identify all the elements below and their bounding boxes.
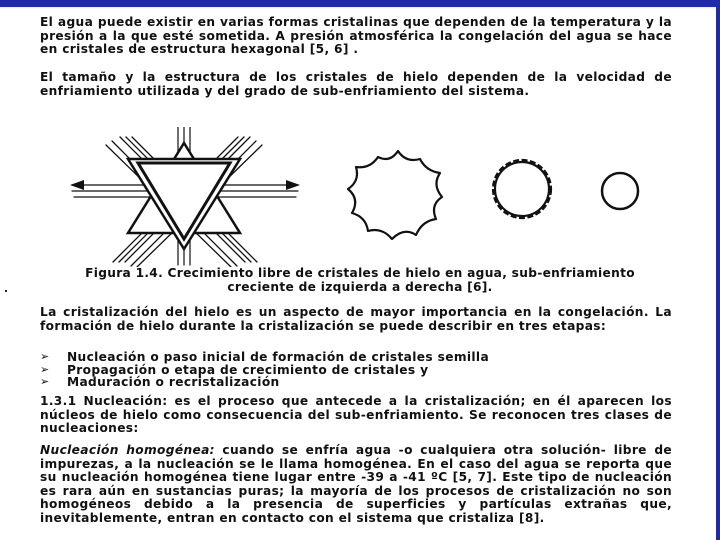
ice-crystal-figure <box>60 127 660 267</box>
list-item-text: Propagación o etapa de crecimiento de cristales y <box>67 362 429 377</box>
list-item-text: Maduración o recristalización <box>67 375 280 389</box>
homogeneous-nucleation-body: cuando se enfría agua -o cualquiera otra solución- libre de impurezas, a la nucleación se le llama homogénea. En el caso del agua se reporta que su nucleación homogénea tiene lugar entre -39 a -41 ºC [5, 7]. Este tipo de nucleación es rara aún en sustancias puras; la mayoría de los procesos de cristalización no son homogéneos debido a la presencia de superficies y partículas extrañas que, inevitablemente, entran en contacto con el sistema que cristaliza [8]. <box>40 443 673 525</box>
figure-caption <box>40 267 680 294</box>
paragraph-crystal-size: El tamaño y la estructura de los cristales de hielo dependen de la velocidad de enfriamiento utilizada y del grado de sub-enfriamiento del sistema. <box>40 70 672 98</box>
homogeneous-nucleation-term: Nucleación homogénea: <box>40 443 215 457</box>
round-ice-crystal <box>602 173 638 209</box>
paragraph-crystallization-stages: La cristalización del hielo es un aspecto de mayor importancia en la congelación. La formación de hielo durante la cristalización se puede describir en tres etapas: <box>40 305 672 333</box>
arrow-bullet-icon: ➢ <box>40 350 50 363</box>
right-frame-bar <box>716 0 720 540</box>
list-item <box>40 351 660 364</box>
arrow-bullet-icon: ➢ <box>40 362 50 376</box>
spiky-ice-crystal <box>348 151 442 239</box>
hexagonal-dendrite-crystal <box>70 127 300 267</box>
top-frame-bar <box>0 0 720 7</box>
paragraph-crystalline-forms: El agua puede existir en varias formas cristalinas que dependen de la temperatura y la presión a la que esté sometida. A presión atmosférica la congelación del agua se hace en cristales de estructura hexagonal [5, 6] . <box>40 15 672 57</box>
caption-line-2: creciente de izquierda a derecha [6]. <box>227 279 493 294</box>
stray-mark <box>5 290 7 292</box>
list-item-text: Nucleación o paso inicial de formación de cristales semilla <box>67 350 490 364</box>
stages-list <box>40 351 660 389</box>
arrow-bullet-icon: ➢ <box>40 375 50 388</box>
scalloped-ice-crystal <box>493 160 551 218</box>
caption-line-1: Figura 1.4. Crecimiento libre de cristales de hielo en agua, sub-enfriamiento <box>85 266 635 280</box>
paragraph-homogeneous-nucleation <box>40 444 672 526</box>
list-item <box>40 376 660 389</box>
paragraph-nucleation: 1.3.1 Nucleación: es el proceso que antecede a la cristalización; en él aparecen los núcleos de hielo como consecuencia del sub-enfriamiento. Se reconocen tres clases de nucleaciones: <box>40 394 672 436</box>
